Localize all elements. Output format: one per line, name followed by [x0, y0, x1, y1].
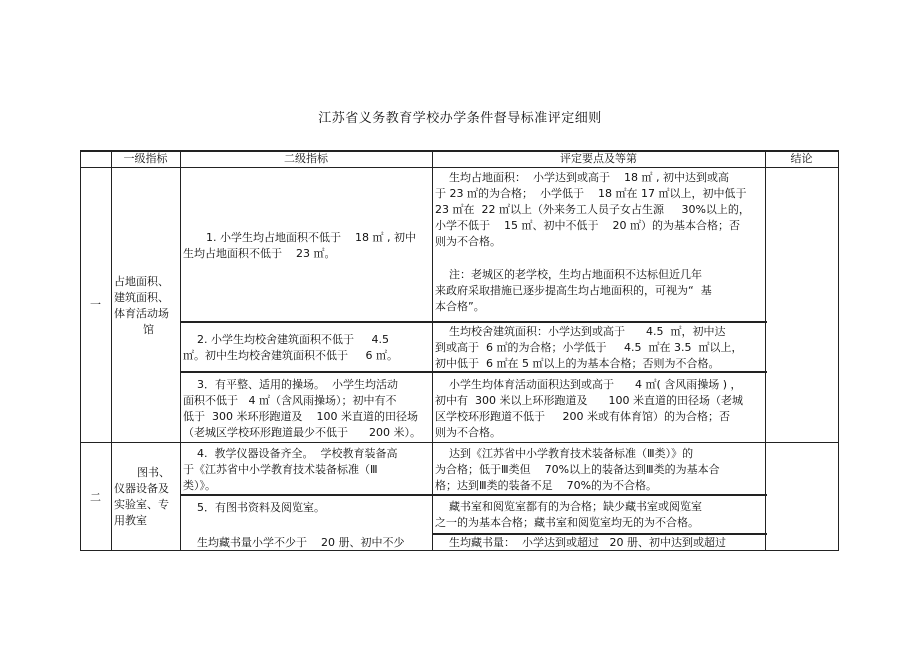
document-title: 江苏省义务教育学校办学条件督导标准评定细则 [318, 111, 602, 126]
header-conclusion: 结论 [790, 152, 813, 165]
column-divider [111, 150, 112, 551]
row-divider [181, 494, 767, 496]
table-right-border [838, 150, 839, 551]
header-level2: 二级指标 [284, 152, 328, 165]
section-number: 一 [90, 298, 101, 311]
header-level1: 一级指标 [123, 152, 168, 165]
column-divider [180, 150, 181, 551]
section-number: 二 [90, 491, 101, 504]
header-bottom-border [80, 167, 839, 168]
column-divider [432, 150, 433, 551]
column-divider [765, 150, 766, 551]
section-divider [80, 442, 839, 443]
row-divider [181, 321, 767, 323]
header-criteria: 评定要点及等第 [560, 152, 637, 165]
